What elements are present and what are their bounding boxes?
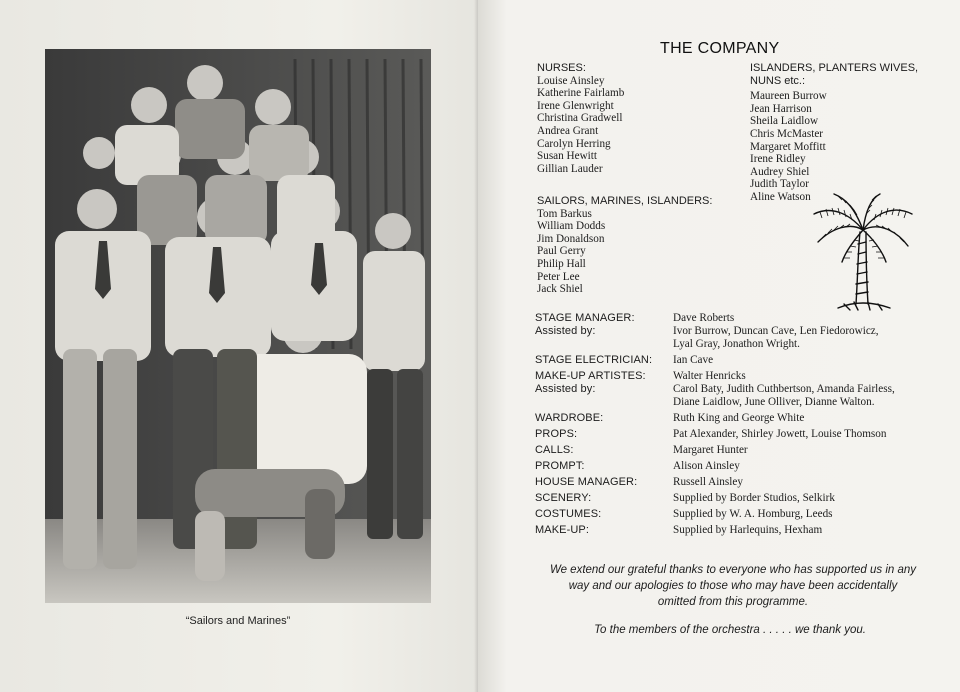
credit-role: PROPS: [535, 428, 578, 440]
credit-name-line: Ivor Burrow, Duncan Cave, Len Fiedorowicz, [673, 325, 879, 337]
credit-role: PROMPT: [535, 460, 585, 472]
credit-row [535, 457, 955, 473]
thanks-paragraph [533, 562, 933, 610]
credit-name: Pat Alexander, Shirley Jowett, Louise Thomson [673, 428, 887, 440]
credit-row [535, 425, 955, 441]
company-title: THE COMPANY [660, 40, 780, 57]
credit-name: Walter Henricks [673, 370, 746, 382]
credit-name [673, 383, 955, 409]
cast-member: Judith Taylor [750, 178, 809, 191]
credit-name: Russell Ainsley [673, 476, 743, 488]
cast-member: Chris McMaster [750, 127, 824, 140]
sailors-list [537, 208, 777, 296]
cast-member: Margaret Moffitt [750, 140, 826, 153]
credit-name: Supplied by Border Studios, Selkirk [673, 492, 835, 504]
credit-role: Assisted by: [535, 325, 596, 337]
credit-role: MAKE-UP: [535, 524, 589, 536]
credit-role: HOUSE MANAGER: [535, 476, 638, 488]
cast-member: Katherine Fairlamb [537, 87, 625, 100]
sailors-section [537, 195, 777, 296]
palm-tree-illustration [808, 192, 918, 320]
credit-name: Ian Cave [673, 354, 714, 366]
credit-row [535, 312, 955, 325]
credit-row [535, 473, 955, 489]
credit-row [535, 383, 955, 409]
crew-credits [535, 312, 955, 537]
thanks-line: way and our apologies to those who may have been accidentally [568, 580, 898, 592]
credit-row [535, 367, 955, 383]
islanders-section [750, 62, 950, 204]
credit-name: Alison Ainsley [673, 460, 740, 472]
cast-member: Aline Watson [750, 190, 811, 203]
credit-row [535, 441, 955, 457]
cast-member: Paul Gerry [537, 245, 586, 258]
islanders-header-cont: NUNS etc.: [750, 74, 806, 87]
left-page [0, 0, 478, 692]
credit-row [535, 325, 955, 351]
cast-member: Susan Hewitt [537, 150, 597, 163]
nurses-header: NURSES: [537, 62, 586, 74]
cast-member: Gillian Lauder [537, 162, 603, 175]
credit-role: STAGE MANAGER: [535, 312, 635, 324]
nurses-section [537, 62, 737, 175]
credit-name: Margaret Hunter [673, 444, 748, 456]
cast-member: Jean Harrison [750, 102, 812, 115]
credit-role: WARDROBE: [535, 412, 604, 424]
credit-role: MAKE-UP ARTISTES: [535, 370, 646, 382]
cast-member: Sheila Laidlow [750, 115, 819, 128]
credit-role: CALLS: [535, 444, 574, 456]
cast-photo [45, 49, 431, 603]
cast-member: Peter Lee [537, 270, 580, 283]
credit-name-line: Carol Baty, Judith Cuthbertson, Amanda Fairless, [673, 383, 895, 395]
cast-member: Andrea Grant [537, 124, 599, 137]
cast-member: Christina Gradwell [537, 112, 623, 125]
cast-member: Tom Barkus [537, 207, 592, 220]
thanks-line: omitted from this programme. [657, 596, 809, 608]
cast-member: Jack Shiel [537, 283, 583, 296]
credit-role: STAGE ELECTRICIAN: [535, 354, 653, 366]
credit-name-line: Diane Laidlow, June Olliver, Dianne Walton. [673, 396, 875, 408]
cast-member: Philip Hall [537, 257, 586, 270]
credit-name: Ruth King and George White [673, 412, 805, 424]
orchestra-thanks: To the members of the orchestra . . . . . we thank you. [594, 624, 866, 636]
sailors-header: SAILORS, MARINES, ISLANDERS: [537, 195, 713, 207]
credit-name [673, 325, 955, 351]
credit-row [535, 489, 955, 505]
credit-role: SCENERY: [535, 492, 592, 504]
cast-member: Irene Glenwright [537, 99, 614, 112]
cast-member: Audrey Shiel [750, 165, 810, 178]
thanks-line: We extend our grateful thanks to everyone who has supported us in any [549, 564, 917, 576]
credit-name: Supplied by W. A. Homburg, Leeds [673, 508, 833, 520]
nurses-list [537, 75, 737, 176]
credit-role: Assisted by: [535, 383, 596, 395]
cast-member: Louise Ainsley [537, 74, 605, 87]
photo-caption: “Sailors and Marines” [185, 615, 291, 627]
credit-role: COSTUMES: [535, 508, 602, 520]
cast-member: William Dodds [537, 220, 606, 233]
credit-name: Supplied by Harlequins, Hexham [673, 524, 823, 536]
credit-row [535, 409, 955, 425]
cast-photo-image [45, 49, 431, 603]
cast-member: Carolyn Herring [537, 137, 611, 150]
islanders-header: ISLANDERS, PLANTERS WIVES, [750, 62, 919, 74]
credit-row [535, 521, 955, 537]
islanders-list [750, 90, 950, 203]
cast-member: Maureen Burrow [750, 90, 827, 103]
credit-name: Dave Roberts [673, 312, 735, 324]
credit-row [535, 505, 955, 521]
credit-name-line: Lyal Gray, Jonathon Wright. [673, 338, 800, 350]
cast-member: Jim Donaldson [537, 232, 605, 245]
cast-member: Irene Ridley [750, 153, 806, 166]
credit-row [535, 351, 955, 367]
